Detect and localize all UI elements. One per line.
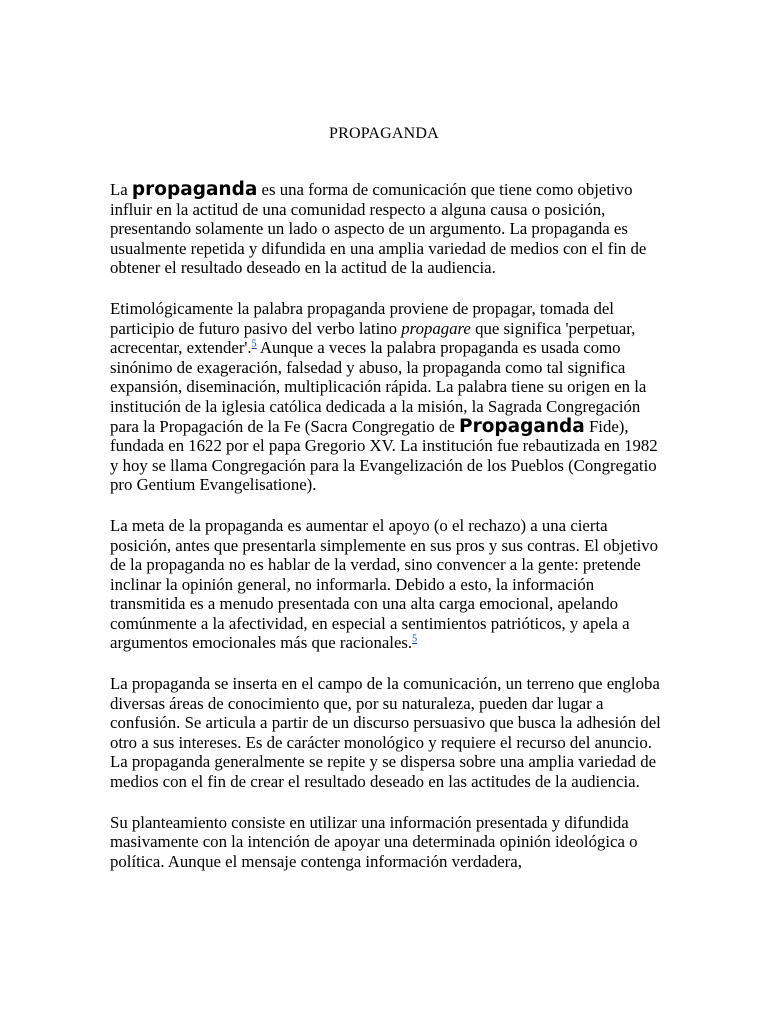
paragraph-5	[110, 813, 670, 872]
text-run: La propaganda se inserta en el campo de la comunicación, un terreno que engloba diversas áreas de conocimiento que, por su naturaleza, pueden dar lugar a confusión. Se articula a partir de un discurso persuasivo que busca la adhesión del otro a sus intereses. Es de carácter monológico y requiere el recurso del anuncio. La propaganda generalmente se repite y se dispersa sobre una amplia variedad de medios con el fin de crear el resultado deseado en las actitudes de la audiencia.	[110, 674, 661, 792]
text-run: La	[110, 180, 132, 199]
footnote-link[interactable]: 5	[412, 633, 418, 645]
italic-term: propagare	[401, 318, 471, 338]
text-run: Aunque a veces la palabra propaganda es usada como sinónimo de exageración, falsedad y abuso, la propaganda como tal significa expansión, diseminación, multiplicación rápida. La palabra tiene su origen en la institución de la iglesia católica dedicada a la misión, la Sagrada Congregación para la Propagación de la Fe (Sacra Congregatio de	[110, 338, 647, 436]
bold-term: propaganda	[131, 179, 258, 200]
paragraph-1	[110, 180, 670, 278]
text-run: Su planteamiento consiste en utilizar una información presentada y difundida masivamente con la intención de apoyar una determinada opinión ideológica o política. Aunque el mensaje contenga información verdadera,	[110, 812, 638, 871]
text-run: La meta de la propaganda es aumentar el apoyo (o el rechazo) a una cierta posición, antes que presentarla simplemente en sus pros y sus contras. El objetivo de la propaganda no es hablar de la verdad, sino convencer a la gente: pretende inclinar la opinión general, no informarla. Debido a esto, la información transmitida es a menudo presentada con una alta carga emocional, apelando comúnmente a la afectividad, en especial a sentimientos patrióticos, y apela a argumentos emocionales más que racionales.	[110, 515, 659, 653]
text-run: Etimológicamente la palabra propaganda proviene de propagar, tomada del participio de futuro pasivo del verbo latino	[110, 298, 614, 338]
paragraph-4	[110, 674, 670, 792]
text-run: Fide), fundada en 1622 por el papa Gregorio XV. La institución fue rebautizada en 1982 y hoy se llama Congregación para la Evangelización de los Pueblos (Congregatio pro Gentium Evangelisatione).	[110, 416, 658, 495]
text-run: que significa 'perpetuar, acrecentar, extender'.	[110, 318, 636, 358]
paragraph-3	[110, 516, 670, 653]
bold-term: Propaganda	[459, 415, 585, 437]
text-run: es una forma de comunicación que tiene como objetivo influir en la actitud de una comunidad respecto a alguna causa o posición, presentando solamente un lado o aspecto de un argumento. La propaganda es usualmente repetida y difundida en una amplia variedad de medios con el fin de obtener el resultado deseado en la actitud de la audiencia.	[110, 180, 647, 278]
footnote-link[interactable]: 5	[251, 338, 257, 350]
page-title: PROPAGANDA	[329, 125, 439, 142]
paragraph-2	[110, 299, 670, 495]
document-body	[110, 180, 670, 892]
